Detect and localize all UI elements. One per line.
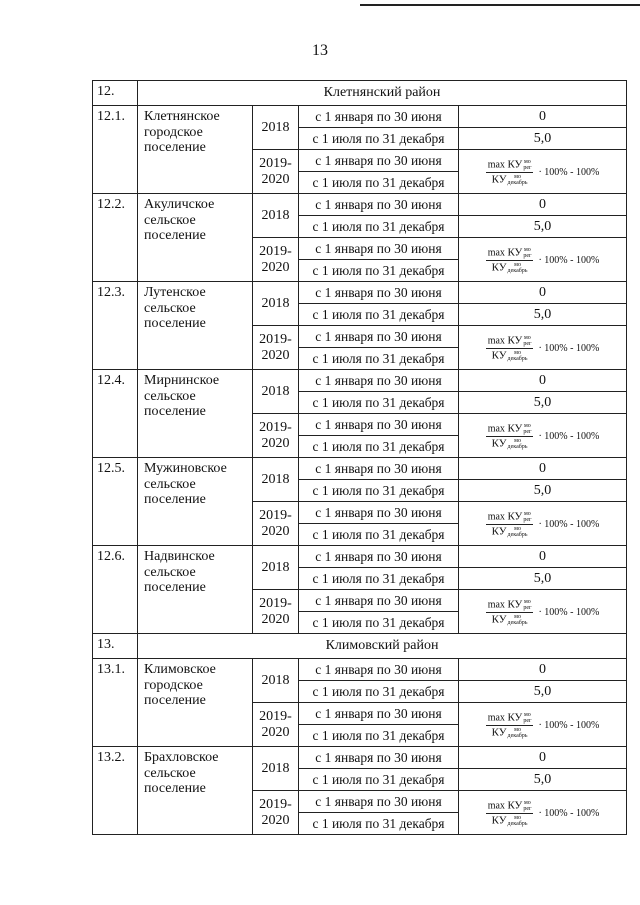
formula-sup: мо: [524, 712, 531, 719]
year-cell: 2018: [253, 659, 299, 703]
row-number: 13.: [93, 634, 138, 659]
formula-tail: · 100% - 100%: [538, 720, 600, 732]
formula-sub: декабрь: [507, 444, 528, 451]
formula-ku: КУ: [507, 422, 523, 435]
row-number: 12.3.: [93, 282, 138, 370]
formula-sup: мо: [514, 727, 521, 734]
formula-sub: рег: [523, 165, 532, 172]
formula-sub: декабрь: [507, 268, 528, 275]
formula: [486, 800, 600, 827]
row-number: 13.2.: [93, 747, 138, 835]
value-cell: 5,0: [459, 392, 627, 414]
formula-max: max: [487, 247, 505, 259]
formula-numerator: [486, 423, 534, 437]
period-cell: с 1 января по 30 июня: [299, 326, 459, 348]
formula-cell: [459, 238, 627, 282]
formula-sup: мо: [514, 815, 521, 822]
formula-cell: [459, 150, 627, 194]
tariff-table: [92, 80, 627, 835]
formula-denominator: [492, 437, 528, 450]
value-cell: 0: [459, 194, 627, 216]
period-cell: с 1 июля по 31 декабря: [299, 769, 459, 791]
formula-ku: КУ: [507, 799, 523, 812]
period-cell: с 1 января по 30 июня: [299, 370, 459, 392]
table-row: [93, 106, 627, 128]
value-cell: 5,0: [459, 681, 627, 703]
formula-sup: мо: [524, 335, 531, 342]
formula-ku: КУ: [491, 726, 507, 739]
formula-sub: декабрь: [507, 532, 528, 539]
period-cell: с 1 января по 30 июня: [299, 150, 459, 172]
page-number: 13: [312, 42, 328, 59]
year-cell: 2019-2020: [253, 703, 299, 747]
formula-fraction: [486, 159, 534, 186]
formula-fraction: [486, 423, 534, 450]
formula-ku: КУ: [491, 437, 507, 450]
period-cell: с 1 июля по 31 декабря: [299, 128, 459, 150]
year-cell: 2019-2020: [253, 326, 299, 370]
period-cell: с 1 июля по 31 декабря: [299, 480, 459, 502]
formula-tail: · 100% - 100%: [538, 519, 600, 531]
formula: [486, 247, 600, 274]
value-cell: 5,0: [459, 128, 627, 150]
formula-max: max: [487, 599, 505, 611]
formula-indices: [523, 599, 531, 611]
period-cell: с 1 января по 30 июня: [299, 747, 459, 769]
formula-indices: [508, 614, 528, 626]
formula-sup: мо: [514, 614, 521, 621]
value-cell: 5,0: [459, 304, 627, 326]
formula-fraction: [486, 335, 534, 362]
table-row: [93, 458, 627, 480]
value-cell: 0: [459, 747, 627, 769]
table-body: [93, 81, 627, 835]
formula-indices: [508, 350, 528, 362]
formula-denominator: [492, 349, 528, 362]
formula-sup: мо: [514, 350, 521, 357]
period-cell: с 1 января по 30 июня: [299, 659, 459, 681]
formula-cell: [459, 502, 627, 546]
year-cell: 2018: [253, 370, 299, 414]
formula-sub: рег: [523, 806, 532, 813]
formula-numerator: [486, 335, 534, 349]
formula-sub: декабрь: [507, 180, 528, 187]
table-row: [93, 659, 627, 681]
formula-indices: [508, 526, 528, 538]
table-row: [93, 747, 627, 769]
year-cell: 2018: [253, 194, 299, 238]
formula-cell: [459, 326, 627, 370]
row-number: 12.5.: [93, 458, 138, 546]
formula-sub: рег: [523, 517, 532, 524]
year-cell: 2019-2020: [253, 502, 299, 546]
formula-sup: мо: [524, 247, 531, 254]
formula: [486, 511, 600, 538]
row-number: 12.6.: [93, 546, 138, 634]
settlement-name: Лутенское сельское поселение: [138, 282, 253, 370]
formula-tail: · 100% - 100%: [538, 255, 600, 267]
formula-max: max: [487, 335, 505, 347]
row-number: 12.4.: [93, 370, 138, 458]
settlement-name: Брахловское сельское поселение: [138, 747, 253, 835]
value-cell: 0: [459, 282, 627, 304]
year-cell: 2019-2020: [253, 238, 299, 282]
period-cell: с 1 января по 30 июня: [299, 238, 459, 260]
formula: [486, 159, 600, 186]
value-cell: 5,0: [459, 568, 627, 590]
period-cell: с 1 января по 30 июня: [299, 194, 459, 216]
period-cell: с 1 июля по 31 декабря: [299, 172, 459, 194]
formula-tail: · 100% - 100%: [538, 167, 600, 179]
value-cell: 0: [459, 659, 627, 681]
formula-ku: КУ: [507, 510, 523, 523]
formula-sup: мо: [524, 511, 531, 518]
formula-ku: КУ: [507, 246, 523, 259]
formula-numerator: [486, 712, 534, 726]
formula-indices: [508, 174, 528, 186]
period-cell: с 1 июля по 31 декабря: [299, 216, 459, 238]
formula-cell: [459, 791, 627, 835]
period-cell: с 1 января по 30 июня: [299, 458, 459, 480]
formula-cell: [459, 590, 627, 634]
settlement-name: Надвинское сельское поселение: [138, 546, 253, 634]
formula-indices: [523, 159, 531, 171]
formula-denominator: [492, 525, 528, 538]
formula-numerator: [486, 511, 534, 525]
district-name: Клетнянский район: [138, 81, 627, 106]
settlement-name: Клетнянское городское поселение: [138, 106, 253, 194]
year-cell: 2018: [253, 458, 299, 502]
period-cell: с 1 января по 30 июня: [299, 106, 459, 128]
period-cell: с 1 января по 30 июня: [299, 791, 459, 813]
settlement-name: Акуличское сельское поселение: [138, 194, 253, 282]
formula-indices: [508, 438, 528, 450]
formula-max: max: [487, 800, 505, 812]
formula-sub: рег: [523, 253, 532, 260]
formula-fraction: [486, 800, 534, 827]
year-cell: 2019-2020: [253, 791, 299, 835]
formula-numerator: [486, 247, 534, 261]
period-cell: с 1 июля по 31 декабря: [299, 725, 459, 747]
year-cell: 2018: [253, 546, 299, 590]
period-cell: с 1 января по 30 июня: [299, 546, 459, 568]
value-cell: 0: [459, 106, 627, 128]
formula-denominator: [492, 173, 528, 186]
formula-sub: декабрь: [507, 356, 528, 363]
formula-sup: мо: [514, 262, 521, 269]
table-row: [93, 81, 627, 106]
value-cell: 0: [459, 546, 627, 568]
formula-tail: · 100% - 100%: [538, 607, 600, 619]
formula-cell: [459, 703, 627, 747]
formula-denominator: [492, 613, 528, 626]
period-cell: с 1 января по 30 июня: [299, 414, 459, 436]
table-row: [93, 194, 627, 216]
period-cell: с 1 июля по 31 декабря: [299, 436, 459, 458]
formula-indices: [508, 727, 528, 739]
formula-fraction: [486, 599, 534, 626]
formula-tail: · 100% - 100%: [538, 343, 600, 355]
period-cell: с 1 июля по 31 декабря: [299, 813, 459, 835]
settlement-name: Мирнинское сельское поселение: [138, 370, 253, 458]
formula-max: max: [487, 423, 505, 435]
formula-fraction: [486, 712, 534, 739]
value-cell: 5,0: [459, 480, 627, 502]
table-row: [93, 546, 627, 568]
formula-indices: [523, 511, 531, 523]
formula-denominator: [492, 726, 528, 739]
formula: [486, 423, 600, 450]
formula-ku: КУ: [491, 349, 507, 362]
formula-ku: КУ: [491, 613, 507, 626]
formula-sup: мо: [514, 526, 521, 533]
formula-max: max: [487, 511, 505, 523]
period-cell: с 1 июля по 31 декабря: [299, 348, 459, 370]
formula-sup: мо: [514, 438, 521, 445]
formula-indices: [508, 262, 528, 274]
formula-ku: КУ: [507, 334, 523, 347]
value-cell: 0: [459, 370, 627, 392]
value-cell: 5,0: [459, 769, 627, 791]
formula-indices: [523, 335, 531, 347]
formula-sup: мо: [524, 599, 531, 606]
formula-max: max: [487, 712, 505, 724]
formula-ku: КУ: [507, 158, 523, 171]
value-cell: 5,0: [459, 216, 627, 238]
formula-sub: рег: [523, 341, 532, 348]
row-number: 12.1.: [93, 106, 138, 194]
formula-sub: рег: [523, 718, 532, 725]
formula-numerator: [486, 800, 534, 814]
formula-sup: мо: [524, 423, 531, 430]
year-cell: 2019-2020: [253, 590, 299, 634]
period-cell: с 1 июля по 31 декабря: [299, 260, 459, 282]
table-row: [93, 370, 627, 392]
formula-fraction: [486, 247, 534, 274]
formula-indices: [508, 815, 528, 827]
value-cell: 0: [459, 458, 627, 480]
formula-denominator: [492, 261, 528, 274]
period-cell: с 1 января по 30 июня: [299, 502, 459, 524]
formula: [486, 599, 600, 626]
row-number: 13.1.: [93, 659, 138, 747]
district-name: Климовский район: [138, 634, 627, 659]
formula-sub: декабрь: [507, 620, 528, 627]
table-row: [93, 282, 627, 304]
formula: [486, 335, 600, 362]
period-cell: с 1 января по 30 июня: [299, 282, 459, 304]
formula-sub: рег: [523, 605, 532, 612]
formula-sub: декабрь: [507, 821, 528, 828]
year-cell: 2019-2020: [253, 414, 299, 458]
formula-numerator: [486, 159, 534, 173]
period-cell: с 1 июля по 31 декабря: [299, 612, 459, 634]
year-cell: 2018: [253, 106, 299, 150]
formula-ku: КУ: [491, 814, 507, 827]
formula-tail: · 100% - 100%: [538, 431, 600, 443]
formula-ku: КУ: [491, 525, 507, 538]
period-cell: с 1 января по 30 июня: [299, 703, 459, 725]
formula-ku: КУ: [507, 598, 523, 611]
settlement-name: Климовское городское поселение: [138, 659, 253, 747]
formula-sup: мо: [524, 800, 531, 807]
formula-fraction: [486, 511, 534, 538]
period-cell: с 1 июля по 31 декабря: [299, 524, 459, 546]
period-cell: с 1 июля по 31 декабря: [299, 392, 459, 414]
period-cell: с 1 июля по 31 декабря: [299, 304, 459, 326]
year-cell: 2018: [253, 282, 299, 326]
row-number: 12.: [93, 81, 138, 106]
formula-max: max: [487, 159, 505, 171]
formula: [486, 712, 600, 739]
year-cell: 2018: [253, 747, 299, 791]
formula-numerator: [486, 599, 534, 613]
row-number: 12.2.: [93, 194, 138, 282]
formula-sup: мо: [514, 174, 521, 181]
table-row: [93, 634, 627, 659]
formula-cell: [459, 414, 627, 458]
formula-ku: КУ: [491, 261, 507, 274]
period-cell: с 1 июля по 31 декабря: [299, 568, 459, 590]
formula-sub: рег: [523, 429, 532, 436]
formula-tail: · 100% - 100%: [538, 808, 600, 820]
formula-sub: декабрь: [507, 733, 528, 740]
formula-indices: [523, 247, 531, 259]
formula-indices: [523, 800, 531, 812]
formula-denominator: [492, 814, 528, 827]
formula-ku: КУ: [507, 711, 523, 724]
period-cell: с 1 июля по 31 декабря: [299, 681, 459, 703]
formula-indices: [523, 712, 531, 724]
formula-ku: КУ: [491, 173, 507, 186]
formula-indices: [523, 423, 531, 435]
period-cell: с 1 января по 30 июня: [299, 590, 459, 612]
top-border-line: [360, 4, 640, 6]
year-cell: 2019-2020: [253, 150, 299, 194]
settlement-name: Мужиновское сельское поселение: [138, 458, 253, 546]
formula-sup: мо: [524, 159, 531, 166]
